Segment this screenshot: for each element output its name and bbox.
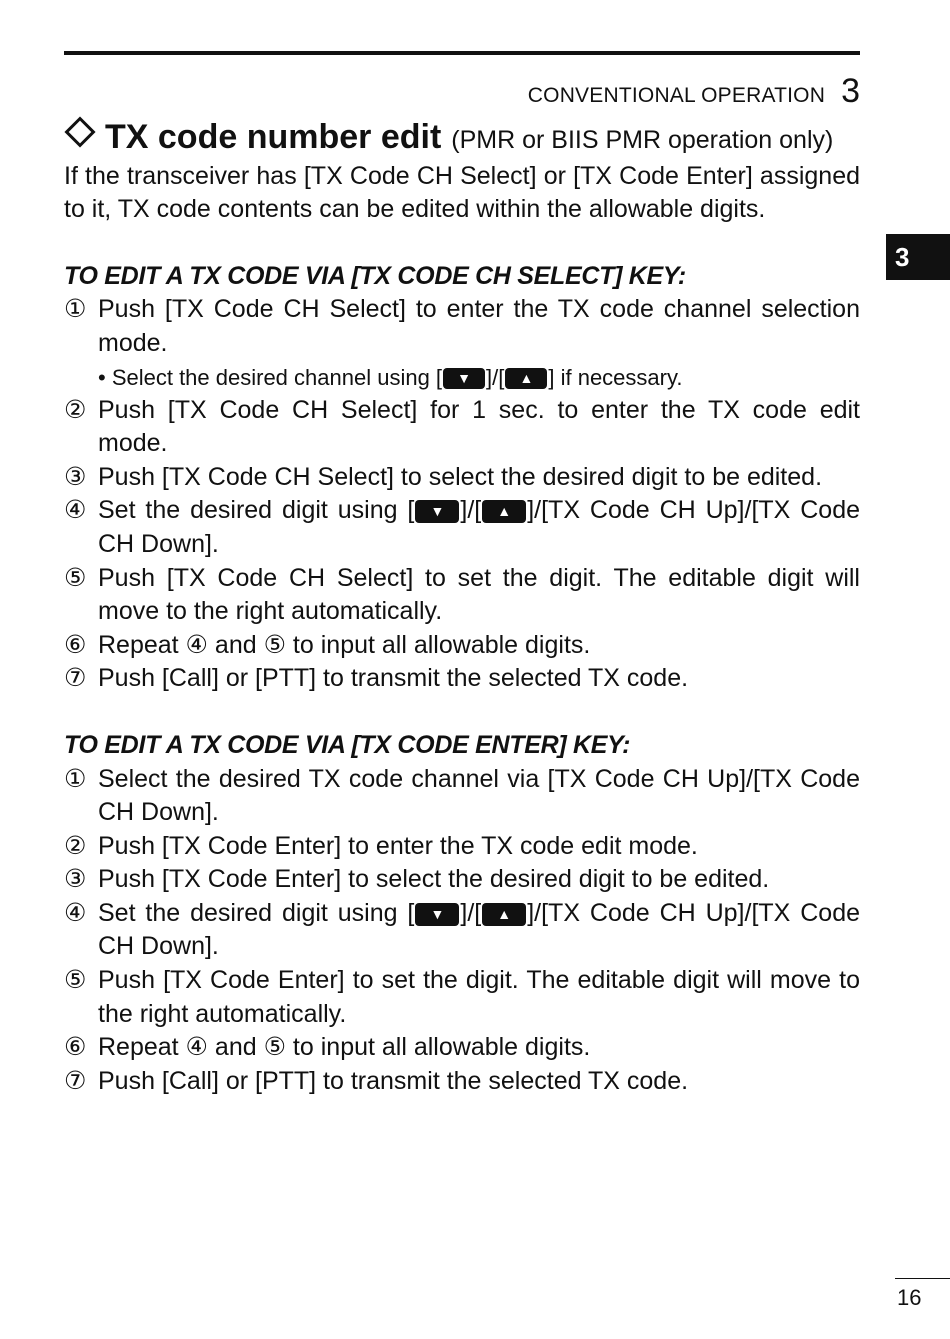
- section-name: CONVENTIONAL OPERATION: [527, 84, 826, 107]
- step-number: ①: [64, 764, 87, 793]
- bullet-text: • Select the desired channel using [: [98, 364, 443, 390]
- list-item: [64, 629, 860, 663]
- step-number: ③: [64, 865, 87, 894]
- down-arrow-key-icon: ▼: [415, 903, 459, 926]
- step-number: ④: [64, 496, 87, 525]
- list-item: [64, 461, 860, 495]
- bullet-separator: ]/[: [486, 364, 505, 390]
- up-arrow-key-icon: ▲: [482, 500, 526, 523]
- step-number: ⑦: [64, 1066, 87, 1095]
- subheading-ch-select: TO EDIT A TX CODE VIA [TX CODE CH SELECT] KEY:: [64, 261, 686, 290]
- step-text-start: Set the desired digit using [: [98, 898, 415, 927]
- step-text: Repeat ④ and ⑤ to input all allowable digits.: [98, 1033, 591, 1062]
- step-text: [98, 897, 860, 964]
- step-text: Push [TX Code CH Select] to enter the TX code channel selection mode.: [98, 295, 860, 357]
- step-number: ④: [64, 898, 87, 927]
- list-item: [64, 863, 860, 897]
- step-text: Push [TX Code Enter] to enter the TX code edit mode.: [98, 831, 698, 860]
- bullet-note: [64, 361, 860, 394]
- step-number: ⑤: [64, 966, 87, 995]
- step-number: ⑥: [64, 630, 87, 659]
- up-arrow-key-icon: ▲: [505, 368, 547, 389]
- step-number: ①: [64, 295, 87, 324]
- step-text: Push [Call] or [PTT] to transmit the selected TX code.: [98, 664, 689, 693]
- list-item: [64, 494, 860, 561]
- chapter-tab: 3: [886, 234, 950, 280]
- step-number: ⑤: [64, 563, 87, 592]
- section-heading: [64, 118, 860, 158]
- step-text: Select the desired TX code channel via [TX Code CH Up]/[TX Code CH Down].: [98, 764, 860, 827]
- step-text: Push [TX Code CH Select] to select the desired digit to be edited.: [98, 462, 823, 491]
- step-number: ③: [64, 462, 87, 491]
- step-text: Push [TX Code CH Select] for 1 sec. to enter the TX code edit mode.: [98, 395, 860, 458]
- top-rule: [64, 51, 860, 55]
- list-item: [64, 662, 860, 696]
- step-text: Push [TX Code Enter] to set the digit. The editable digit will move to the right automatically.: [98, 966, 860, 1028]
- down-arrow-key-icon: ▼: [443, 368, 485, 389]
- diamond-icon: [64, 116, 95, 147]
- bullet-text-end: ] if necessary.: [548, 364, 683, 390]
- page-number: 16: [895, 1278, 950, 1311]
- intro-paragraph: If the transceiver has [TX Code CH Select] or [TX Code Enter] assigned to it, TX code contents can be edited within the allowable digits.: [64, 161, 860, 224]
- step-text: Push [Call] or [PTT] to transmit the selected TX code.: [98, 1066, 689, 1095]
- list-item: [64, 562, 860, 629]
- step-number: ②: [64, 395, 87, 424]
- page-content: [64, 118, 860, 1098]
- step-text: Repeat ④ and ⑤ to input all allowable digits.: [98, 630, 591, 659]
- step-text: Push [TX Code Enter] to select the desired digit to be edited.: [98, 865, 770, 894]
- step-number: ⑦: [64, 664, 87, 693]
- step-text-separator: ]/[: [460, 496, 482, 525]
- list-item: [64, 1031, 860, 1065]
- list-item: [64, 293, 860, 360]
- list-item: [64, 897, 860, 964]
- list-item: [64, 830, 860, 864]
- step-text-end: ]/[TX Code CH Up]/[TX Code CH Down].: [98, 898, 860, 961]
- chapter-number: 3: [841, 72, 860, 110]
- step-text: [98, 494, 860, 561]
- step-text-separator: ]/[: [460, 898, 482, 927]
- page-subtitle: (PMR or BIIS PMR operation only): [451, 126, 834, 154]
- list-item: [64, 394, 860, 461]
- subheading-code-enter: TO EDIT A TX CODE VIA [TX CODE ENTER] KEY:: [64, 730, 631, 759]
- list-item: [64, 964, 860, 1031]
- list-item: [64, 1065, 860, 1099]
- down-arrow-key-icon: ▼: [415, 500, 459, 523]
- step-text-start: Set the desired digit using [: [98, 496, 415, 525]
- step-text: Push [TX Code CH Select] to set the digit. The editable digit will move to the right automatically.: [98, 563, 860, 626]
- page-title: TX code number edit: [105, 118, 442, 156]
- step-text-end: ]/[TX Code CH Up]/[TX Code CH Down].: [98, 496, 860, 558]
- list-item: [64, 763, 860, 830]
- step-number: ②: [64, 831, 87, 860]
- step-number: ⑥: [64, 1033, 87, 1062]
- running-header: [528, 72, 860, 111]
- up-arrow-key-icon: ▲: [482, 903, 526, 926]
